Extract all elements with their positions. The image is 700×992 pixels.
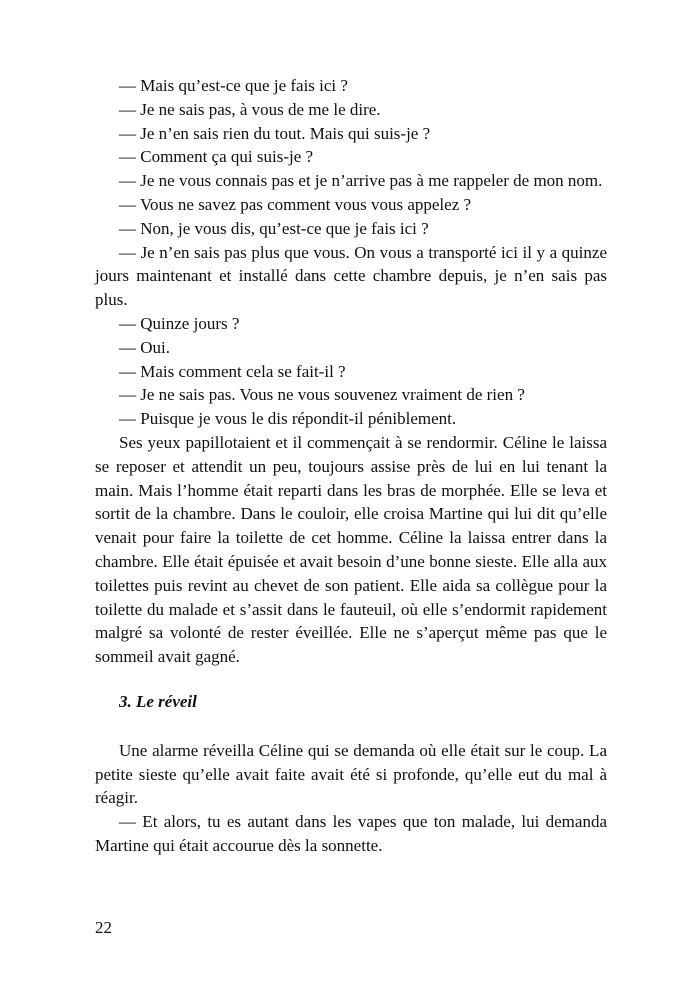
paragraph: — Quinze jours ?	[119, 313, 240, 333]
paragraph: — Et alors, tu es autant dans les vapes que ton malade, lui demanda Martine qui était accourue dès la sonnette.	[95, 812, 607, 855]
paragraph: — Je ne sais pas, à vous de me le dire.	[119, 99, 381, 119]
paragraph: Ses yeux papillotaient et il commençait à se rendormir. Céline le laissa se reposer et attendit un peu, toujours assise près de lui en lui tenant la main. Mais l’homme était reparti dans les bras de morphée. Elle se leva et sortit de la chambre. Dans le couloir, elle croisa Martine qui lui dit qu’elle venait pour faire la toilette de cet homme. Céline la laissa entrer dans la chambre. Elle était épuisée et avait besoin d’une bonne sieste. Elle alla aux toilettes puis revint au chevet de son patient. Elle aida sa collègue pour la toilette du malade et s’assit dans le fauteuil, où elle s’endormit rapidement malgré sa volonté de rester éveillée. Elle ne s’aperçut même pas que le sommeil avait gagné.	[95, 432, 607, 667]
page-number: 22	[95, 918, 112, 937]
paragraph: — Je n’en sais rien du tout. Mais qui suis-je ?	[119, 123, 431, 143]
section-heading: 3. Le réveil	[119, 691, 197, 711]
paragraph: Une alarme réveilla Céline qui se demanda où elle était sur le coup. La petite sieste qu’elle avait faite avait été si profonde, qu’elle eut du mal à réagir.	[95, 740, 607, 808]
paragraph: — Vous ne savez pas comment vous vous appelez ?	[119, 194, 472, 214]
paragraph: — Oui.	[119, 337, 170, 357]
paragraph: — Je ne sais pas. Vous ne vous souvenez vraiment de rien ?	[119, 385, 525, 405]
page-body	[95, 74, 607, 858]
paragraph: — Je ne vous connais pas et je n’arrive pas à me rappeler de mon nom.	[119, 171, 603, 191]
paragraph: — Non, je vous dis, qu’est-ce que je fais ici ?	[119, 218, 429, 238]
paragraph: — Puisque je vous le dis répondit-il péniblement.	[119, 409, 457, 429]
paragraph: — Je n’en sais pas plus que vous. On vous a transporté ici il y a quinze jours maintenant et installé dans cette chambre depuis, je n’en sais pas plus.	[95, 242, 607, 310]
paragraph: — Comment ça qui suis-je ?	[119, 147, 314, 167]
paragraph: — Mais comment cela se fait-il ?	[119, 361, 346, 381]
paragraph: — Mais qu’est-ce que je fais ici ?	[119, 76, 348, 95]
